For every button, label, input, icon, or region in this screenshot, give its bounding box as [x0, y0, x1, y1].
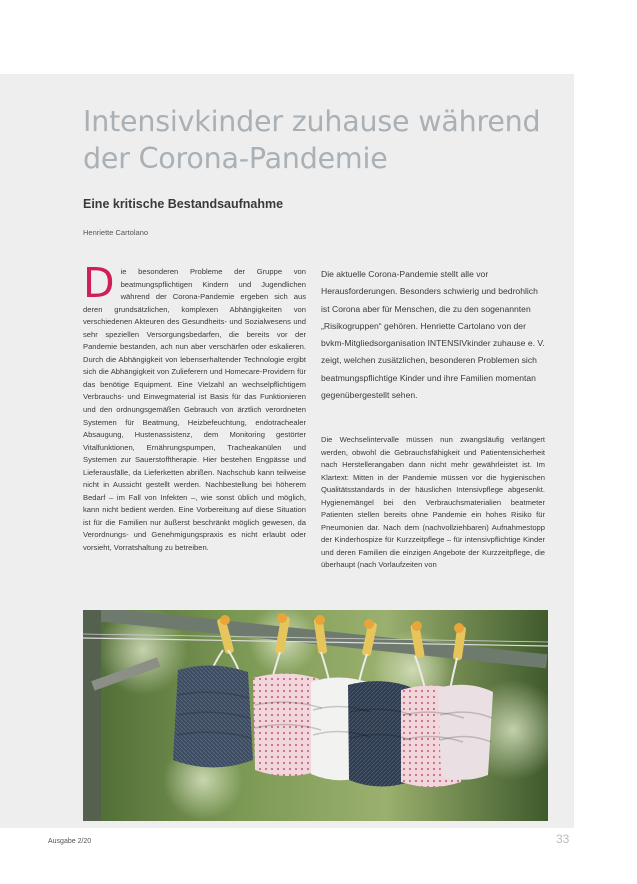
body-column-right — [321, 434, 545, 594]
article-intro: Die aktuelle Corona-Pandemie stellt alle vor Herausforderungen. Besonders schwierig und bedrohlich ist Corona aber für Menschen, die zu den sogenannten „Risikogruppen“ gehören. Henriette Cartolano von der bvkm-Mitgliedsorganisation INTENSIVkinder zuhause e. V. zeigt, welchen zusätzlichen, besonderen Problemen sich beatmungspflichtige Kinder und ihre Familien momentan gegenübergestellt sehen. — [321, 269, 545, 401]
body-text-left: ie besonderen Probleme der Gruppe von beatmungspflichtigen Kindern und Jugendlichen während der Corona-Pandemie ergeben sich aus deren grundsätzlichen, komplexen Abhängigkeiten von verschiedenen Akteuren des Gesundheits- und Sozialwesens und sehr speziellen Versorgungsbedarfen, die bereits vor der Pandemie bestanden, ach nun aber verschärfen oder eskalieren. Durch die Abhängigkeit von lebenserhaltender Technologie ergibt sich die Abhängigkeit von Zulieferern und Homecare-Providern für das benötige Equipment. Eine Vielzahl an wechselpflichtigem Verbrauchs- und Einwegmaterial ist Basis für das Funktionieren und den ordnungsgemäßen Gebrauch von ärztlich verordneten Systemen für Beatmung, Heizbefeuchtung, endotrachealer Absaugung, Hustenassistenz, dem Monitoring gestörter Vitalfunktionen, Ernährungspumpen, Tracheakanülen und Systemen zur Sauerstofftherapie. Hier bestehen Engpässe und Lieferausfälle, da Lieferketten abrißen. Nachschub kann teilweise nicht in Aussicht gestellt werden. Nachbestellung bei höherem Bedarf – im Fall von Infekten –, wie sonst üblich und möglich, kann nicht bedient werden. Eine Vorbereitung auf diese Situation ist für die Familien nur äußerst beschränkt möglich gewesen, da Verordnungs- und Genehmigungspraxis es nicht erlaubt oder vorsieht, Vorratshaltung zu betreiben. — [83, 267, 306, 553]
page-number: 33 — [556, 832, 570, 846]
drop-cap: D — [83, 266, 115, 307]
article-subtitle: Eine kritische Bestandsaufnahme — [83, 197, 284, 211]
article-title: Intensivkinder zuhause während der Corona-Pandemie — [83, 105, 541, 175]
article-author: Henriette Cartolano — [83, 228, 149, 237]
body-text-right: Die Wechselintervalle müssen nun zwangsläufig verlängert werden, obwohl die Gebrauchsfähigkeit und Patientensicherheit nach Herstellerangaben dann nicht mehr gewährleistet ist. Im Klartext: Mitten in der Pandemie müssen vor die hygienischen Qualitätsstandards in der häuslichen Intensivpflege abgesenkt. Hygienemängel bei den Verbrauchsmaterialien beatmeter Patienten stellen bereits ohne Pandemie ein hohes Risiko für Pneumonien dar. Nach dem (nachvollziehbaren) Aufnahmestopp der Kinderhospize für Kurzzeitpflege – für intensivpflichtige Kinder und deren Familien die einzigen Angebote der Kurzzeitpflege, die überhaupt (nach Vorlaufzeiten von — [321, 435, 545, 570]
issue-label: Ausgabe 2/20 — [48, 838, 92, 845]
body-column-left — [83, 266, 306, 592]
article-photo-masks — [83, 610, 548, 821]
